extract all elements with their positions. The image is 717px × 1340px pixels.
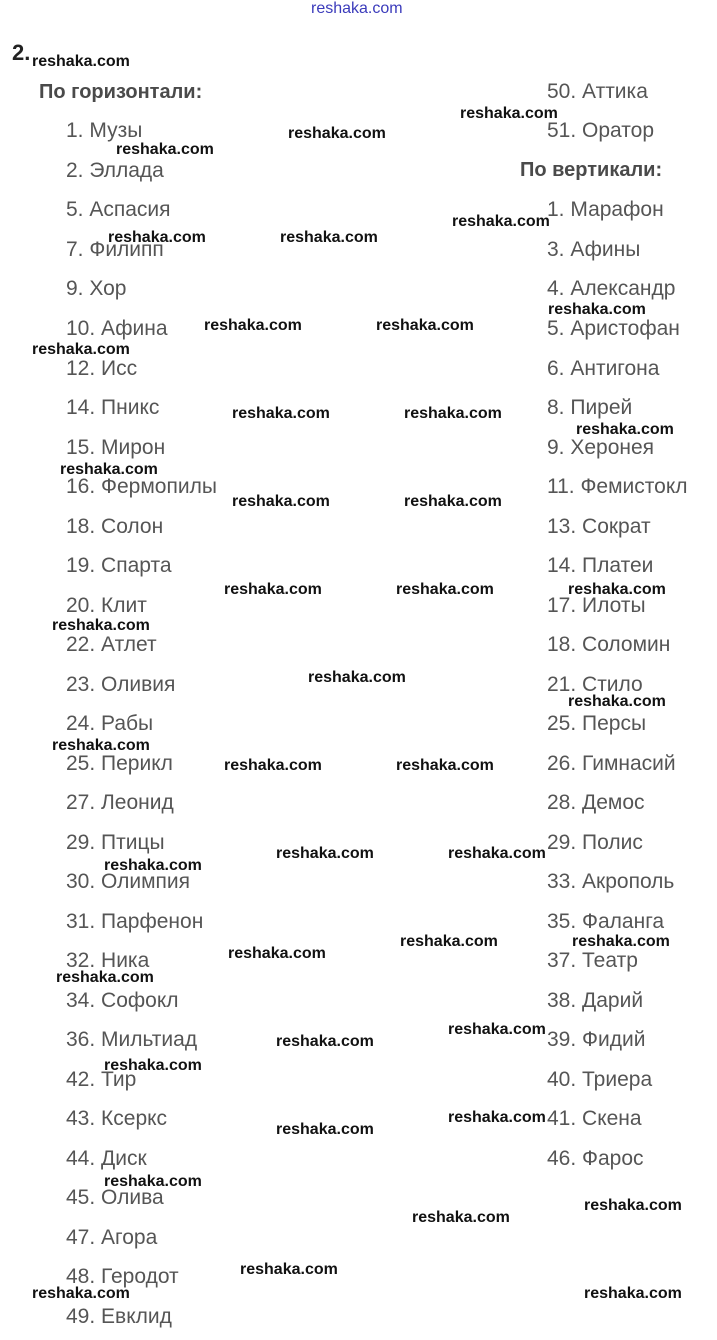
list-item: 40. Триера	[547, 1068, 653, 1091]
watermark: reshaka.com	[52, 617, 150, 634]
list-item: 30. Олимпия	[66, 870, 191, 893]
watermark: reshaka.com	[276, 1033, 374, 1050]
watermark: reshaka.com	[448, 845, 546, 862]
watermark: reshaka.com	[228, 945, 326, 962]
list-item: 5. Аспасия	[66, 198, 171, 221]
list-item: 35. Фаланга	[547, 910, 665, 933]
list-item: 2. Эллада	[66, 159, 164, 182]
watermark: reshaka.com	[104, 1173, 202, 1190]
watermark: reshaka.com	[448, 1109, 546, 1126]
watermark: reshaka.com	[308, 669, 406, 686]
watermark: reshaka.com	[376, 317, 474, 334]
list-item: 23. Оливия	[66, 673, 176, 696]
list-item: 29. Птицы	[66, 831, 165, 854]
list-item: 26. Гимнасий	[547, 752, 676, 775]
watermark: reshaka.com	[52, 737, 150, 754]
watermark: reshaka.com	[224, 581, 322, 598]
watermark: reshaka.com	[568, 693, 666, 710]
list-item: 14. Пникс	[66, 396, 160, 419]
watermark: reshaka.com	[404, 405, 502, 422]
list-item: 15. Мирон	[66, 436, 166, 459]
list-item: 14. Платеи	[547, 554, 654, 577]
list-item: 39. Фидий	[547, 1028, 646, 1051]
list-item: 44. Диск	[66, 1147, 147, 1170]
watermark: reshaka.com	[32, 341, 130, 358]
watermark: reshaka.com	[460, 105, 558, 122]
watermark: reshaka.com	[568, 581, 666, 598]
list-item: 24. Рабы	[66, 712, 154, 735]
list-item: 11. Фемистокл	[547, 475, 688, 498]
list-item: 17. Илоты	[547, 594, 646, 617]
watermark: reshaka.com	[60, 461, 158, 478]
watermark: reshaka.com	[452, 213, 550, 230]
watermark: reshaka.com	[584, 1285, 682, 1302]
list-item: 47. Агора	[66, 1226, 158, 1249]
list-item: 37. Театр	[547, 949, 638, 972]
list-item: 19. Спарта	[66, 554, 172, 577]
list-item: 21. Стило	[547, 673, 643, 696]
list-item: 12. Исс	[66, 357, 138, 380]
list-item: 50. Аттика	[547, 80, 648, 103]
list-item: 41. Скена	[547, 1107, 642, 1130]
list-item: 48. Геродот	[66, 1265, 179, 1288]
watermark: reshaka.com	[108, 229, 206, 246]
list-item: 1. Музы	[66, 119, 143, 142]
watermark: reshaka.com	[396, 581, 494, 598]
watermark: reshaka.com	[572, 933, 670, 950]
watermark: reshaka.com	[280, 229, 378, 246]
list-item: 33. Акрополь	[547, 870, 675, 893]
list-item: 10. Афина	[66, 317, 168, 340]
watermark: reshaka.com	[56, 969, 154, 986]
list-item: 20. Клит	[66, 594, 147, 617]
watermark: reshaka.com	[448, 1021, 546, 1038]
list-item: 8. Пирей	[547, 396, 633, 419]
list-item: 16. Фермопилы	[66, 475, 217, 498]
watermark: reshaka.com	[396, 757, 494, 774]
list-item: 9. Хор	[66, 277, 127, 300]
list-item: 13. Сократ	[547, 515, 651, 538]
list-item: 18. Соломин	[547, 633, 671, 656]
watermark: reshaka.com	[240, 1261, 338, 1278]
watermark: reshaka.com	[32, 1285, 130, 1302]
watermark: reshaka.com	[116, 141, 214, 158]
watermark: reshaka.com	[104, 1057, 202, 1074]
watermark: reshaka.com	[232, 493, 330, 510]
list-item: 46. Фарос	[547, 1147, 644, 1170]
list-item: 9. Херонея	[547, 436, 655, 459]
list-item: 45. Олива	[66, 1186, 164, 1209]
list-item: 29. Полис	[547, 831, 643, 854]
watermark: reshaka.com	[412, 1209, 510, 1226]
watermark: reshaka.com	[204, 317, 302, 334]
list-item: 32. Ника	[66, 949, 150, 972]
watermark: reshaka.com	[548, 301, 646, 318]
watermark: reshaka.com	[232, 405, 330, 422]
watermark: reshaka.com	[576, 421, 674, 438]
watermark: reshaka.com	[404, 493, 502, 510]
list-item: 18. Солон	[66, 515, 164, 538]
heading-down: По вертикали:	[520, 159, 663, 181]
list-item: 28. Демос	[547, 791, 645, 814]
list-item: 49. Евклид	[66, 1305, 172, 1328]
list-item: 22. Атлет	[66, 633, 157, 656]
watermark: reshaka.com	[276, 1121, 374, 1138]
watermark: reshaka.com	[32, 53, 130, 70]
list-item: 6. Антигона	[547, 357, 660, 380]
list-item: 7. Филипп	[66, 238, 164, 261]
list-item: 42. Тир	[66, 1068, 137, 1091]
watermark: reshaka.com	[584, 1197, 682, 1214]
list-item: 5. Аристофан	[547, 317, 680, 340]
list-item: 34. Софокл	[66, 989, 179, 1012]
watermark: reshaka.com	[276, 845, 374, 862]
list-item: 4. Александр	[547, 277, 676, 300]
list-item: 25. Персы	[547, 712, 647, 735]
list-item: 38. Дарий	[547, 989, 644, 1012]
list-item: 3. Афины	[547, 238, 641, 261]
list-item: 1. Марафон	[547, 198, 664, 221]
list-item: 51. Оратор	[547, 119, 654, 142]
list-item: 36. Мильтиад	[66, 1028, 198, 1051]
watermark: reshaka.com	[400, 933, 498, 950]
list-item: 31. Парфенон	[66, 910, 204, 933]
list-item: 25. Перикл	[66, 752, 173, 775]
watermark: reshaka.com	[104, 857, 202, 874]
task-number: 2.	[12, 40, 31, 65]
watermark: reshaka.com	[224, 757, 322, 774]
list-item: 27. Леонид	[66, 791, 174, 814]
watermark: reshaka.com	[288, 125, 386, 142]
site-link[interactable]: reshaka.com	[311, 0, 403, 17]
heading-across: По горизонтали:	[39, 81, 203, 103]
list-item: 43. Ксеркс	[66, 1107, 168, 1130]
